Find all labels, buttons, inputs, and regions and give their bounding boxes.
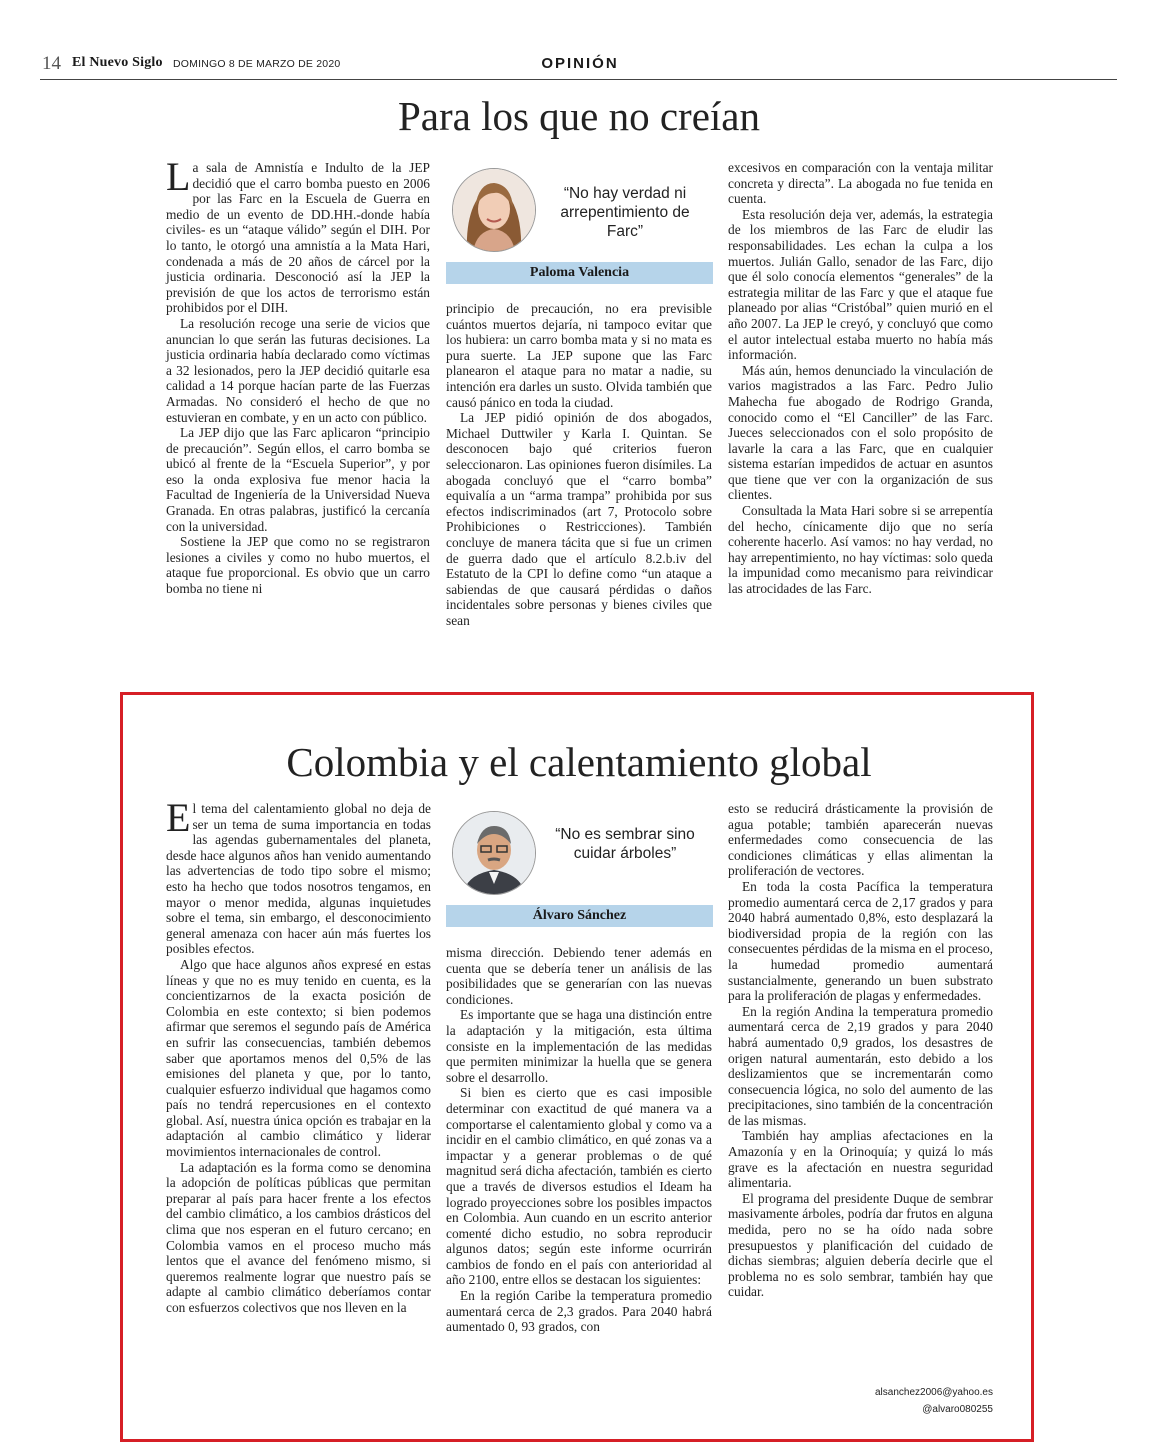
paragraph: Consultada la Mata Hari sobre si se arrepentía del hecho, cínicamente dijo que no sería coherente hacerlo. Así vamos: no hay verdad, no hay arrepentimiento, no hay víctimas: solo queda la impunidad como mecanismo para reivindicar las atrocidades de las Farc. <box>728 503 993 597</box>
author-photo <box>452 811 536 895</box>
author-photo <box>452 168 536 252</box>
paragraph: Si bien es cierto que es casi imposible determinar con exactitud de qué manera va a comportarse el calentamiento global y como va a incidir en el cambio climático, en qué zonas va a impactar y a generar problemas o de qué magnitud será dicha afectación, también es cierto que a través de diversos estudios el Ideam ha logrado proyecciones sobre los posibles impactos en Colombia. Aun cuando en un escrito anterior comenté dicho estudio, no sobra reproducir algunos datos; según este informe ocurrirán cambios de fondo en el país con anterioridad al año 2100, entre ellos se destacan los siguientes: <box>446 1085 712 1288</box>
article-title: Colombia y el calentamiento global <box>286 739 872 785</box>
paragraph: principio de precaución, no era previsible cuántos muertos dejaría, ni tampoco evitar que los hubiera: un carro bomba mata y si no mata es pura suerte. La JEP supone que las Farc planearon el ataque para no matar a nadie, su intención era darles un susto. Olvida también que causó pánico en toda la ciudad. <box>446 301 712 410</box>
paragraph: esto se reducirá drásticamente la provisión de agua potable; también aparecerán nuevas enfermedades como consecuencia de las condiciones climáticas y ellas alimentan la proliferación de vectores. <box>728 801 993 879</box>
paragraph: La resolución recoge una serie de vicios que anuncian lo que serán las futuras decisiones. La justicia ordinaria había declarado como víctimas a 32 lesionados, pero la JEP decidió quitarle esa calidad a 14 porque hacían parte de las Fuerzas Armadas. No consideró el hecho de que no estuvieran en combate, y en un acto con público. <box>166 315 430 425</box>
drop-cap: L <box>166 154 191 199</box>
quote-box <box>446 162 713 284</box>
paragraph: También hay amplias afectaciones en la Amazonía y en la Orinoquía; y quizá lo más grave es la afectación en nuestra seguridad alimentaria. <box>728 1128 993 1191</box>
author-handle: @alvaro080255 <box>922 1404 993 1415</box>
article-column-1 <box>166 154 430 597</box>
paragraph: La JEP dijo que las Farc aplicaron “principio de precaución”. Según ellos, el carro bomba se ubicó al frente de la “Escuela Superior”, y por eso la onda explosiva fue menor hacia la Facultad de Ingeniería de la Universidad Nueva Granada. En otras palabras, justificó la cercanía con la universidad. <box>166 425 430 534</box>
quote-box <box>446 803 713 927</box>
author-name: Álvaro Sánchez <box>446 905 713 927</box>
newspaper-name: El Nuevo Siglo <box>72 55 163 70</box>
header-rule <box>40 79 1117 80</box>
pull-quote: “No hay verdad ni arrepentimiento de Farc” <box>560 185 690 240</box>
author-name: Paloma Valencia <box>446 262 713 284</box>
article-column-3 <box>728 801 993 1300</box>
paragraph: En la región Andina la temperatura promedio aumentará cerca de 2,19 grados y para 2040 habrá aumentado 0,9 grados, los desastres de origen natural aumentarán, esto debido a los deslizamientos que se incrementarán como consecuencia lógica, no solo del aumento de las precipitaciones, sino también de la concentración de las mismas. <box>728 1003 993 1128</box>
article-column-1 <box>166 795 431 1316</box>
drop-cap: E <box>166 795 191 840</box>
paragraph: El tema del calentamiento global no deja de ser un tema de suma importancia en todas las agendas gubernamentales del planeta, desde hace algunos años han venido aumentando las advertencias de todo tipo sobre el mismo; esto ha hecho que todos nosotros tengamos, en mayor o menor medida, algunas inquietudes sobre el tema, sin embargo, el desconocimiento general amenaza con hacer aún más fuertes los posibles efectos. <box>166 795 431 957</box>
paragraph: Es importante que se haga una distinción entre la adaptación y la mitigación, esta última consiste en la implementación de las medidas que permiten minimizar la huella que se genera sobre el desarrollo. <box>446 1007 712 1085</box>
author-email: alsanchez2006@yahoo.es <box>874 1387 993 1398</box>
paragraph: misma dirección. Debiendo tener además en cuenta que se debería tener un análisis de las posibilidades que se generarían con las nuevas condiciones. <box>446 945 712 1007</box>
section-label: OPINIÓN <box>541 55 619 72</box>
paragraph: Sostiene la JEP que como no se registraron lesiones a civiles y como no hubo muertos, el ataque fue proporcional. Es obvio que un carro bomba no tiene ni <box>166 534 430 597</box>
paragraph: Algo que hace algunos años expresé en estas líneas y que no es muy tenido en cuenta, es la concientizarnos de la exacta posición de Colombia en este contexto; si bien podemos afirmar que seremos el segundo país de América en sufrir las consecuencias, también debemos saber que aportamos menos del 0,5% de las emisiones del planeta y que, por lo tanto, cualquier esfuerzo individual que hagamos como país no tendrá repercusiones en el contexto global. Así, nuestra única opción es trabajar en la adaptación al cambio climático y liderar movimientos internacionales de control. <box>166 956 431 1160</box>
paragraph: Esta resolución deja ver, además, la estrategia de los miembros de las Farc de eludir las responsabilidades. Les echan la culpa a los muertos. Julián Gallo, senador de las Farc, dijo que él solo conocía elementos “generales” de la estrategia militar de las Farc y que el ataque fue planeado por alias “Cristóbal” quien murió en el año 2007. La JEP le creyó, y concluyó que como el autor intelectual estaba muerto no había más información. <box>728 206 993 363</box>
page-number: 14 <box>42 53 61 74</box>
paragraph: En la región Caribe la temperatura promedio aumentará cerca de 2,3 grados. Para 2040 habrá aumentado 0, 93 grados, con <box>446 1288 712 1335</box>
paragraph: La JEP pidió opinión de dos abogados, Michael Duttwiler y Karla I. Quintan. Se desconocen bajo qué criterios fueron seleccionaron. Las opiniones fueron disímiles. La abogada concluyó que el “carro bomba” equivalía a un “arma trampa” prohibida por sus efectos indiscriminados (art 7, Protocolo sobre Prohibiciones o Restricciones). También concluye de manera tácita que si fue un crimen de guerra dado que el artículo 8.2.b.iv del Estatuto de la CPI lo define como “un ataque a sabiendas de que causará pérdidas o daños incidentales sobre personas y bienes civiles que sean <box>446 410 712 628</box>
article-column-2 <box>446 301 712 628</box>
paragraph: La sala de Amnistía e Indulto de la JEP decidió que el carro bomba puesto en 2006 por las Farc en la Escuela de Guerra en medio de un evento de DD.HH.-donde había civiles- es un “ataque válido” según el DIH. Por lo tanto, le otorgó una amnistía a la Mata Hari, condenada a más de 20 años de cárcel por la justicia ordinaria. Desconoció así la JEP la previsión de que los actos de terrorismo están prohibidos por el DIH. <box>166 154 430 316</box>
article-column-3 <box>728 160 993 597</box>
article-title: Para los que no creían <box>397 93 761 139</box>
paragraph: En toda la costa Pacífica la temperatura promedio aumentará cerca de 2,17 grados y para 2040 habrá aumentado 0,8%, esto desplazará la biodiversidad propia de la región con las consecuentes pérdidas de la misma en el proceso, la humedad promedio aumentará sustancialmente, generando un buen substrato para la proliferación de plagas y enfermedades. <box>728 878 993 1004</box>
paragraph: La adaptación es la forma como se denomina la adopción de políticas públicas que permitan preparar al país para hacer frente a los efectos del cambio climático, a los cambios drásticos del clima que nos esperan en el futuro cercano; en Colombia vamos en el proceso mucho más lentos que el avance del fenómeno mismo, si queremos realmente lograr que nuestro país se adapte al cambio climático deberíamos contar con esfuerzos colectivos que nos lleven en la <box>166 1159 431 1315</box>
article-column-2 <box>446 945 712 1335</box>
pull-quote: “No es sembrar sino cuidar árboles” <box>555 826 695 862</box>
paragraph: excesivos en comparación con la ventaja militar concreta y directa”. La abogada no fue tenida en cuenta. <box>728 160 993 207</box>
paragraph: Más aún, hemos denunciado la vinculación de varios magistrados a las Farc. Pedro Julio Mahecha fue abogado de Rodrigo Granda, conocido como el “El Canciller” de las Farc. Jueces seleccionados con el solo propósito de lavarle la cara a las Farc, que en cualquier sistema estarían impedidos de actuar en asuntos que tiene que ver con la organización de sus clientes. <box>728 362 993 503</box>
issue-date: DOMINGO 8 DE MARZO DE 2020 <box>173 58 341 70</box>
paragraph: El programa del presidente Duque de sembrar masivamente árboles, podría dar frutos en alguna medida, pero no se ha oído nada sobre presupuestos y planificación del cuidado de dichas siembras; alguien debería decirle que el problema no es solo sembrar, también hay que cuidar. <box>728 1190 993 1300</box>
